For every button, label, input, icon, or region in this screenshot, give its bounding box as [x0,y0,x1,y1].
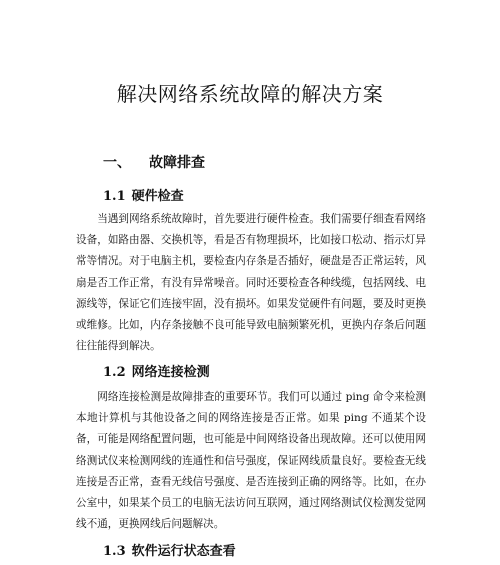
subsection-title: 网络连接检测 [131,365,210,380]
subsection-number: 1.3 [103,544,126,559]
section-title: 故障排查 [149,155,205,171]
subsection-heading-1-3 [103,540,236,559]
subsection-title: 软件运行状态查看 [131,544,236,559]
paragraph-hardware-check: 当遇到网络系统故障时，首先要进行硬件检查。我们需要仔细查看网络设备，如路由器、交换机等，看是否有物理损坏，比如接口松动、指示灯异常等情况。对于电脑主机，要检查内存条是否插好，硬盘是否正常运转，风扇是否工作正常，有没有异常噪音。同时还要检查各种线缆，包括网线、电源线等，保证它们连接牢固，没有损坏。如果发觉硬件有问题，要及时更换或维修。比如，内存条接触不良可能导致电脑频繁死机，更换内存条后问题往往能得到解决。 [76,213,426,353]
paragraph-network-connection-check: 网络连接检测是故障排查的重要环节。我们可以通过 ping 命令来检测本地计算机与其他设备之间的网络连接是否正常。如果 ping 不通某个设备，可能是网络配置问题，也可能是中间网络设备出现故障。还可以使用网络测试仪来检测网线的连通性和信号强度，保证网线质量良好。要检查无线连接是否正常，查看无线信号强度、是否连接到正确的网络等。比如，在办公室中，如果某个员工的电脑无法访问互联网，通过网络测试仪检测发觉网线不通，更换网线后问题解决。 [76,391,426,531]
section-number: 一、 [103,155,131,171]
section-heading-1 [103,152,205,172]
document-title: 解决网络系统故障的解决方案 [116,82,384,106]
subsection-number: 1.2 [103,365,126,380]
subsection-number: 1.1 [103,189,126,204]
subsection-heading-1-1 [103,185,184,204]
subsection-heading-1-2 [103,361,210,380]
subsection-title: 硬件检查 [131,189,184,204]
